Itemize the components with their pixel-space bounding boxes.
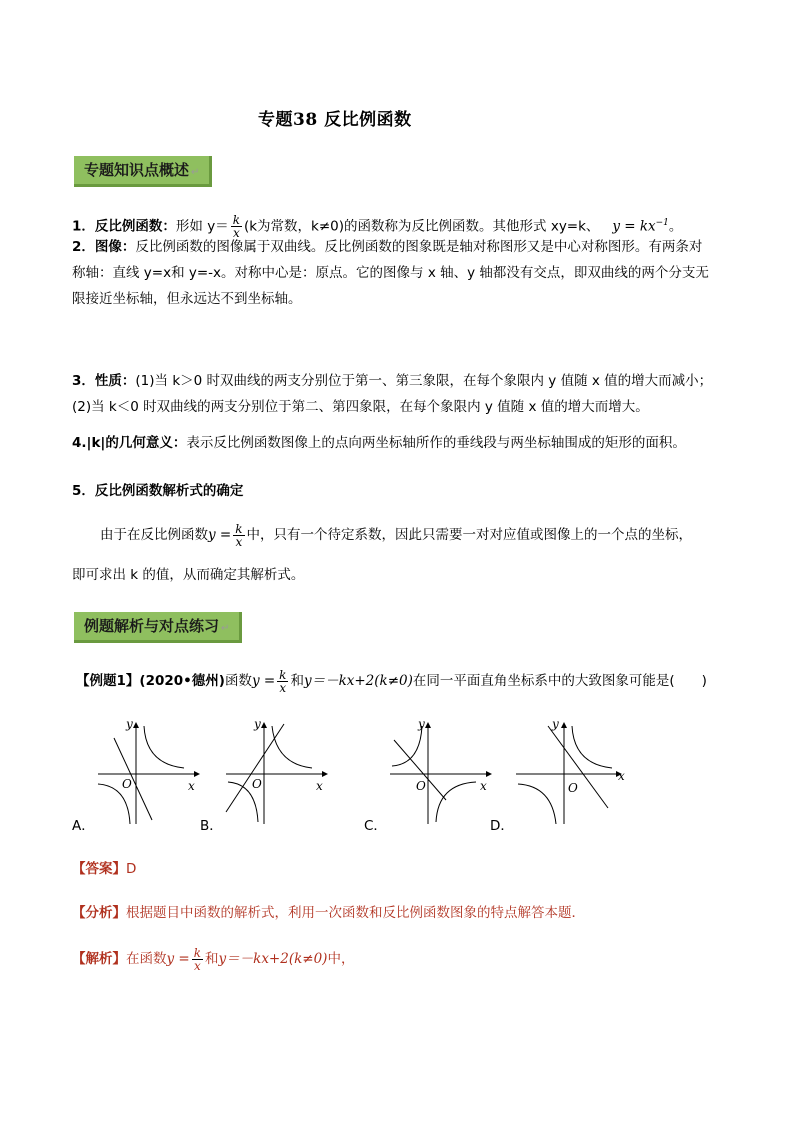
formula-y-equals: y = [166,951,190,967]
option-b-graph [220,716,330,828]
origin-label: O [568,781,578,795]
y-axis-label: y [418,717,425,731]
solution-text: 在函数 [126,951,167,967]
option-a-graph [92,716,202,828]
k-meaning-heading: 4.|k|的几何意义： [72,435,187,451]
paragraph-k-meaning [72,430,722,456]
graph-heading: 2．图像： [72,239,136,255]
answer-tag: 【答案】 [72,861,126,877]
properties-heading: 3．性质： [72,373,136,389]
determination-line-2: 即可求出 k 的值，从而确定其解析式。 [72,567,305,583]
fraction-k-over-x [277,669,288,694]
answer-text: D [126,861,137,877]
section-banner-overview [74,156,212,187]
k-meaning-text: 表示反比例函数图像上的点向两坐标轴所作的垂线段与两坐标轴围成的矩形的面积。 [186,435,686,451]
x-axis-label: x [480,779,487,793]
definition-text: 形如 y＝ [175,218,229,235]
paragraph-mark-icon: ↵ [221,623,230,634]
determination-heading: 5．反比例函数解析式的确定 [72,483,244,499]
fraction-numerator: k [193,945,202,960]
formula-y-equals: y = [208,527,232,543]
solution-and: 和 [205,951,219,967]
example-1-heading: 【例题1】(2020•德州) [76,673,225,689]
fraction-k-over-x [233,523,244,548]
solution-line [72,946,722,972]
answer-line [72,856,722,882]
section-banner-examples [74,612,242,643]
x-axis-label: x [316,779,323,793]
definition-end: 。 [668,218,683,235]
formula-linear: y＝－kx+2(k≠0) [303,673,413,689]
definition-heading: 1．反比例函数： [72,218,176,235]
determination-text-2: 中，只有一个待定系数，因此只需要一对对应值或图像上的一个点的坐标， [246,527,693,543]
formula-y-equals: y = [251,673,276,689]
y-axis-label: y [254,717,261,731]
fraction-numerator: k [235,521,243,536]
properties-line-1: (1)当 k＞0 时双曲线的两支分别位于第一、第三象限，在每个象限内 y 值随 x 值的增大而减小； [135,373,713,389]
solution-tag: 【解析】 [72,951,126,967]
y-axis-label: y [552,717,559,731]
paragraph-graph [72,234,722,312]
fraction-denominator: x [279,680,287,695]
option-c-label[interactable]: C． [364,818,387,834]
fraction-denominator: x [235,534,243,549]
fraction-denominator: x [193,958,201,973]
section-banner-label: 专题知识点概述 [84,161,190,179]
paragraph-mark-icon: ↵ [191,167,200,178]
y-axis-label: y [126,717,133,731]
analysis-line [72,900,722,926]
option-c-graph [384,716,494,828]
page-title: 专题38 反比例函数 [258,110,412,130]
example-1-and: 和 [290,673,304,689]
origin-label: O [416,779,426,793]
example-1-text-2: 在同一平面直角坐标系中的大致图象可能是( ) [412,673,707,689]
determination-text: 由于在反比例函数 [100,527,208,543]
section-banner-label: 例题解析与对点练习 [84,617,220,635]
analysis-tag: 【分析】 [72,905,126,921]
fraction-numerator: k [279,667,287,682]
paragraph-properties [72,368,722,420]
paragraph-determination [72,478,722,504]
solution-end: 中， [327,951,355,967]
x-axis-label: x [618,769,625,783]
option-b-label[interactable]: B． [200,818,223,834]
origin-label: O [122,777,132,791]
graph-line-2: 称轴：直线 y=x和 y=-x。对称中心是：原点。它的图像与 x 轴、y 轴都没有交点，即双曲线的两个分支无 [72,265,709,281]
fraction-k-over-x [192,947,203,972]
formula-exponent: −1 [655,218,669,228]
example-1-question [76,668,736,694]
fraction-denominator: x [232,226,240,240]
graph-line-3: 限接近坐标轴，但永远达不到坐标轴。 [72,291,302,307]
x-axis-label: x [188,779,195,793]
formula-linear: y＝－kx+2(k≠0) [218,951,328,967]
definition-text-2: (k为常数，k≠0)的函数称为反比例函数。其他形式 xy=k、 [243,218,600,235]
graph-line-1: 反比例函数的图像属于双曲线。反比例函数的图象既是轴对称图形又是中心对称图形。有两条对 [135,239,703,255]
paragraph-determination-body [100,522,730,548]
properties-line-2: (2)当 k＜0 时双曲线的两支分别位于第二、第四象限，在每个象限内 y 值随 x 值的增大而增大。 [72,399,649,415]
option-d-graph [512,716,628,828]
option-a-label[interactable]: A． [72,818,95,834]
analysis-text: 根据题目中函数的解析式，利用一次函数和反比例函数图象的特点解答本题． [126,905,585,921]
fraction-numerator: k [232,213,240,227]
example-1-text: 函数 [224,673,252,689]
option-d-label[interactable]: D． [490,818,514,834]
formula-kx-inverse: y = kx [612,218,656,235]
origin-label: O [252,777,262,791]
